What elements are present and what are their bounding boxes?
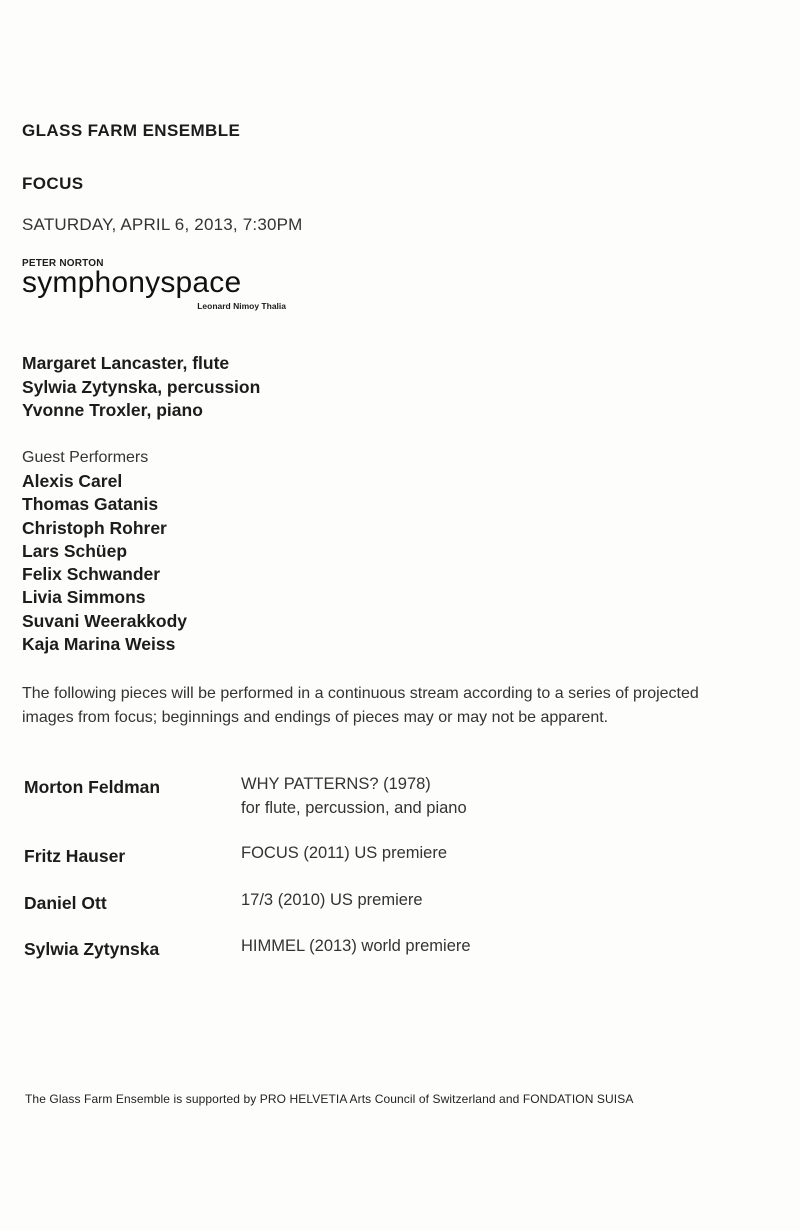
guest-name: Livia Simmons: [22, 587, 146, 608]
work-title-line: HIMMEL (2013) world premiere: [241, 937, 471, 955]
guest-name: Kaja Marina Weiss: [22, 634, 176, 655]
work-title-line: WHY PATTERNS? (1978): [241, 775, 431, 793]
guest-name: Alexis Carel: [22, 471, 123, 491]
guest-name: Lars Schüep: [22, 540, 128, 561]
work-detail: for flute, percussion, and piano: [241, 799, 467, 817]
work-title: [241, 934, 471, 958]
guest-name: Felix Schwander: [22, 564, 161, 585]
guest-name: Christoph Rohrer: [22, 517, 167, 538]
member-item: Margaret Lancaster, flute: [22, 353, 230, 373]
guest-performers-label: Guest Performers: [22, 449, 149, 466]
work-title: [241, 772, 467, 820]
ensemble-name: GLASS FARM ENSEMBLE: [22, 121, 241, 140]
performance-note: The following pieces will be performed in a continuous stream according to a series of projected images from focus; beginnings and endings of pieces may or may not be apparent.: [22, 685, 699, 726]
venue-logo: [22, 258, 292, 318]
guest-name: Thomas Gatanis: [22, 494, 159, 515]
guest-performers: [22, 446, 187, 656]
guest-name: Suvani Weerakkody: [22, 610, 188, 631]
member-item: Sylwia Zytynska, percussion: [22, 376, 261, 397]
composer-name: Daniel Ott: [24, 893, 107, 913]
composer-name: Sylwia Zytynska: [24, 939, 160, 959]
ensemble-members: [22, 352, 260, 423]
venue-name: symphonyspace: [22, 266, 242, 299]
venue-sub-line: Leonard Nimoy Thalia: [197, 301, 286, 311]
composer-name: Morton Feldman: [24, 777, 161, 797]
venue-top-line: PETER NORTON: [22, 258, 104, 269]
work-title-line: 17/3 (2010) US premiere: [241, 891, 423, 909]
support-credit: The Glass Farm Ensemble is supported by PRO HELVETIA Arts Council of Switzerland and FONDATION SUISA: [25, 1092, 634, 1106]
work-title: [241, 888, 423, 912]
composer-name: Fritz Hauser: [24, 846, 126, 866]
work-title-line: FOCUS (2011) US premiere: [241, 844, 448, 862]
concert-title: FOCUS: [22, 174, 84, 193]
work-title: [241, 841, 447, 865]
concert-date: SATURDAY, APRIL 6, 2013, 7:30PM: [22, 215, 303, 234]
member-item: Yvonne Troxler, piano: [22, 400, 203, 420]
